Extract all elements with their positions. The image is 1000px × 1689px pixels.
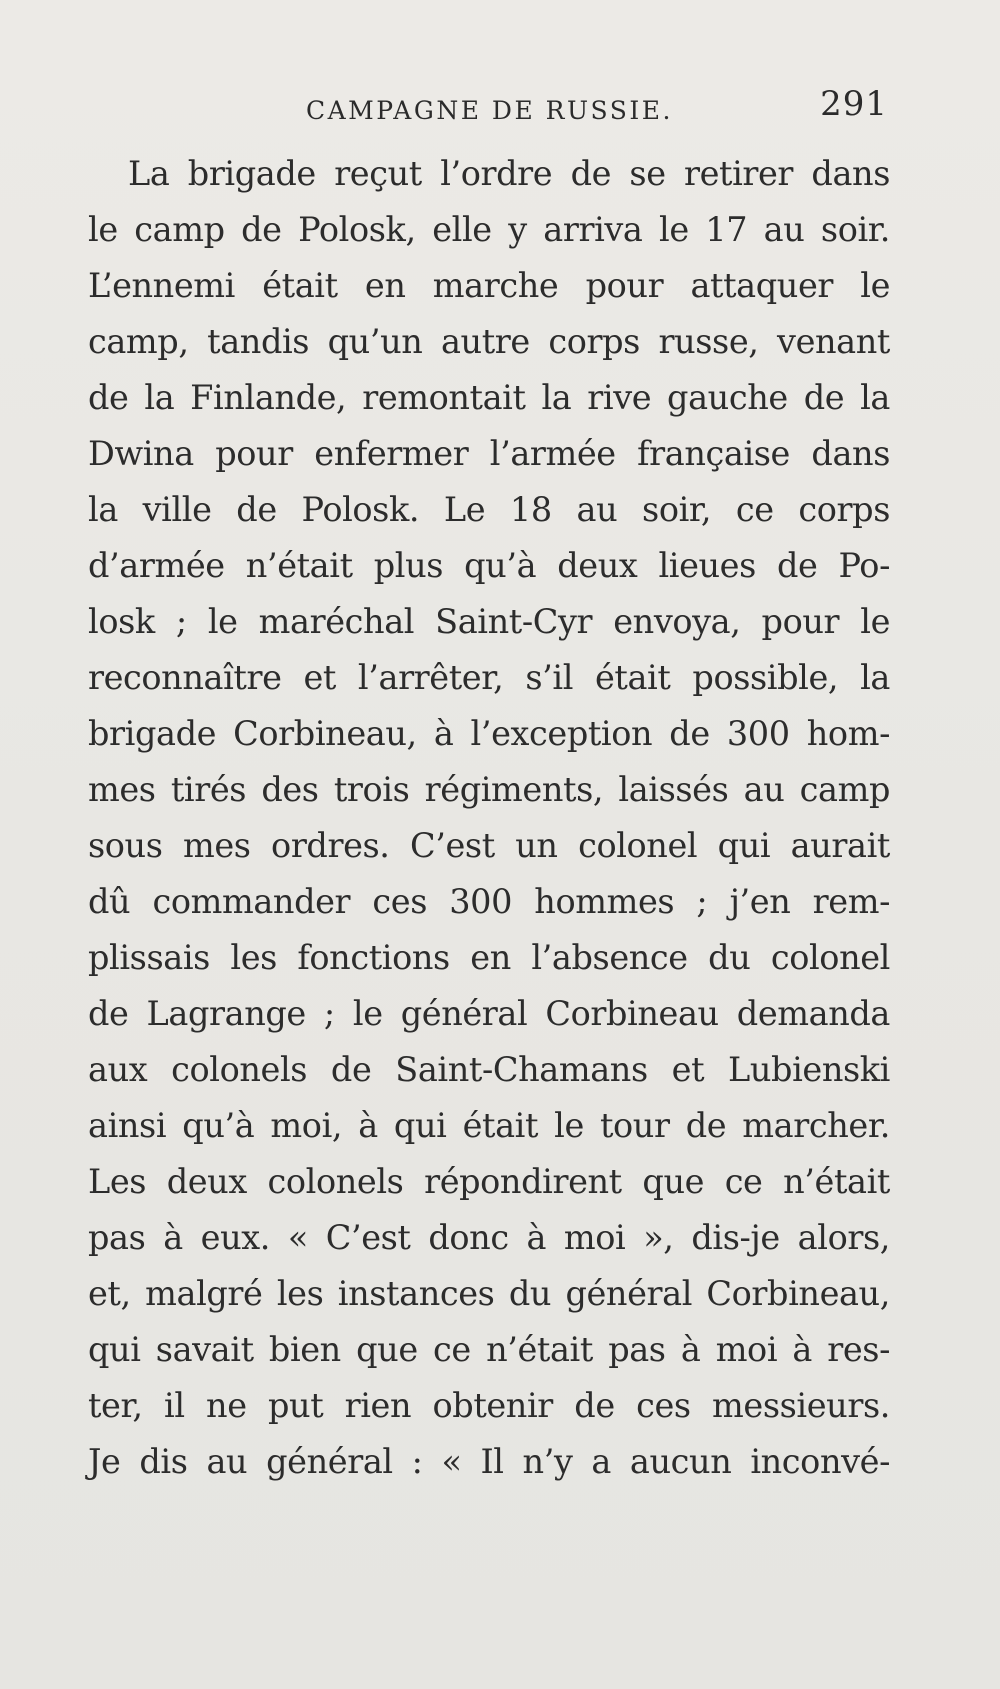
- text-line: la ville de Polosk. Le 18 au soir, ce corps: [88, 490, 890, 529]
- text-line: aux colonels de Saint-Chamans et Lubienski: [88, 1050, 890, 1089]
- text-line: camp, tandis qu’un autre corps russe, venant: [88, 322, 890, 361]
- text-line: et, malgré les instances du général Corbineau,: [88, 1274, 890, 1313]
- text-line: qui savait bien que ce n’était pas à moi à res-: [88, 1330, 890, 1369]
- text-line: de Lagrange ; le général Corbineau demanda: [88, 994, 890, 1033]
- text-line: La brigade reçut l’ordre de se retirer dans: [128, 154, 890, 193]
- text-line: de la Finlande, remontait la rive gauche de la: [88, 378, 890, 417]
- text-line: ter, il ne put rien obtenir de ces messieurs.: [88, 1386, 890, 1425]
- running-head: CAMPAGNE DE RUSSIE.: [306, 96, 673, 125]
- text-line: Les deux colonels répondirent que ce n’était: [88, 1162, 890, 1201]
- text-line: reconnaître et l’arrêter, s’il était possible, la: [88, 658, 890, 697]
- text-line: L’ennemi était en marche pour attaquer le: [88, 266, 890, 305]
- text-line: mes tirés des trois régiments, laissés au camp: [88, 770, 890, 809]
- text-line: d’armée n’était plus qu’à deux lieues de Po-: [88, 546, 890, 585]
- text-line: dû commander ces 300 hommes ; j’en rem-: [88, 882, 890, 921]
- text-line: pas à eux. « C’est donc à moi », dis-je alors,: [88, 1218, 890, 1257]
- text-line: losk ; le maréchal Saint-Cyr envoya, pour le: [88, 602, 890, 641]
- body-text: [88, 146, 890, 1490]
- text-line: le camp de Polosk, elle y arriva le 17 au soir.: [88, 210, 890, 249]
- page-number: 291: [820, 84, 888, 124]
- text-line: ainsi qu’à moi, à qui était le tour de marcher.: [88, 1106, 890, 1145]
- text-line: Dwina pour enfermer l’armée française dans: [88, 434, 890, 473]
- page-header: [88, 84, 888, 130]
- text-line: Je dis au général : « Il n’y a aucun inconvé-: [88, 1442, 890, 1481]
- text-line: plissais les fonctions en l’absence du colonel: [88, 938, 890, 977]
- text-line: sous mes ordres. C’est un colonel qui aurait: [88, 826, 890, 865]
- text-line: brigade Corbineau, à l’exception de 300 hom-: [88, 714, 890, 753]
